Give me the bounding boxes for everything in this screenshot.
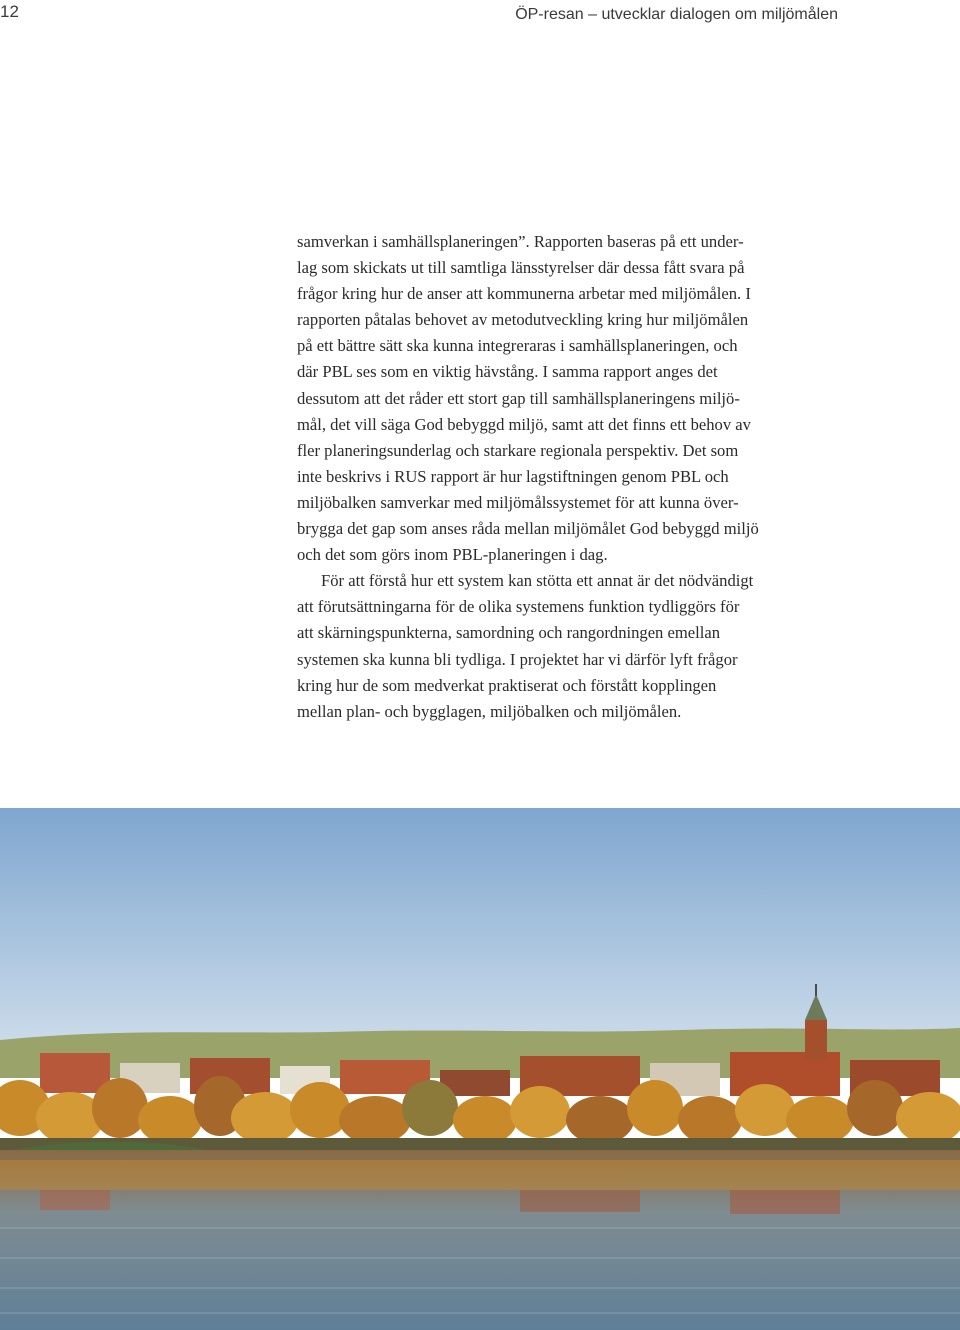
text-line: kring hur de som medverkat praktiserat och förstått kopplingen — [297, 675, 717, 695]
body-text — [297, 229, 842, 725]
page-number: 12 — [0, 2, 19, 21]
text-line: För att förstå hur ett system kan stötta ett annat är det nödvändigt — [321, 571, 754, 591]
text-line: lag som skickats ut till samtliga länsstyrelser där dessa fått svara på — [297, 258, 745, 278]
text-line: fler planeringsunderlag och starkare regionala perspektiv. Det som — [297, 440, 739, 460]
text-line: miljöbalken samverkar med miljömålssystemet för att kunna över- — [297, 492, 739, 512]
text-line: rapporten påtalas behovet av metodutveckling kring hur miljömålen — [297, 310, 749, 330]
paragraph-2 — [297, 568, 842, 725]
text-line: mål, det vill säga God bebyggd miljö, samt att det finns ett behov av — [297, 414, 751, 434]
text-line: mellan plan- och bygglagen, miljöbalken och miljömålen. — [297, 701, 682, 721]
text-line: där PBL ses som en viktig hävstång. I samma rapport anges det — [297, 362, 718, 382]
town-waterfront-photo — [0, 808, 960, 1330]
text-line: frågor kring hur de anser att kommunerna arbetar med miljömålen. I — [297, 284, 751, 304]
running-header: ÖP-resan – utvecklar dialogen om miljömålen — [515, 6, 838, 23]
paragraph-1 — [297, 229, 842, 568]
text-line: samverkan i samhällsplaneringen”. Rapporten baseras på ett under- — [297, 232, 744, 251]
text-line: brygga det gap som anses råda mellan miljömålet God bebyggd miljö — [297, 519, 759, 539]
text-line: på ett bättre sätt ska kunna integreraras i samhällsplaneringen, och — [297, 336, 738, 356]
text-line: systemen ska kunna bli tydliga. I projektet har vi därför lyft frågor — [297, 649, 738, 669]
text-line: att skärningspunkterna, samordning och rangordningen emellan — [297, 623, 721, 643]
text-line: att förutsättningarna för de olika systemens funktion tydliggörs för — [297, 597, 740, 617]
text-line: och det som görs inom PBL-planeringen i dag. — [297, 545, 608, 565]
text-line: dessutom att det råder ett stort gap till samhällsplaneringens miljö- — [297, 388, 740, 408]
text-line: inte beskrivs i RUS rapport är hur lagstiftningen genom PBL och — [297, 466, 729, 486]
